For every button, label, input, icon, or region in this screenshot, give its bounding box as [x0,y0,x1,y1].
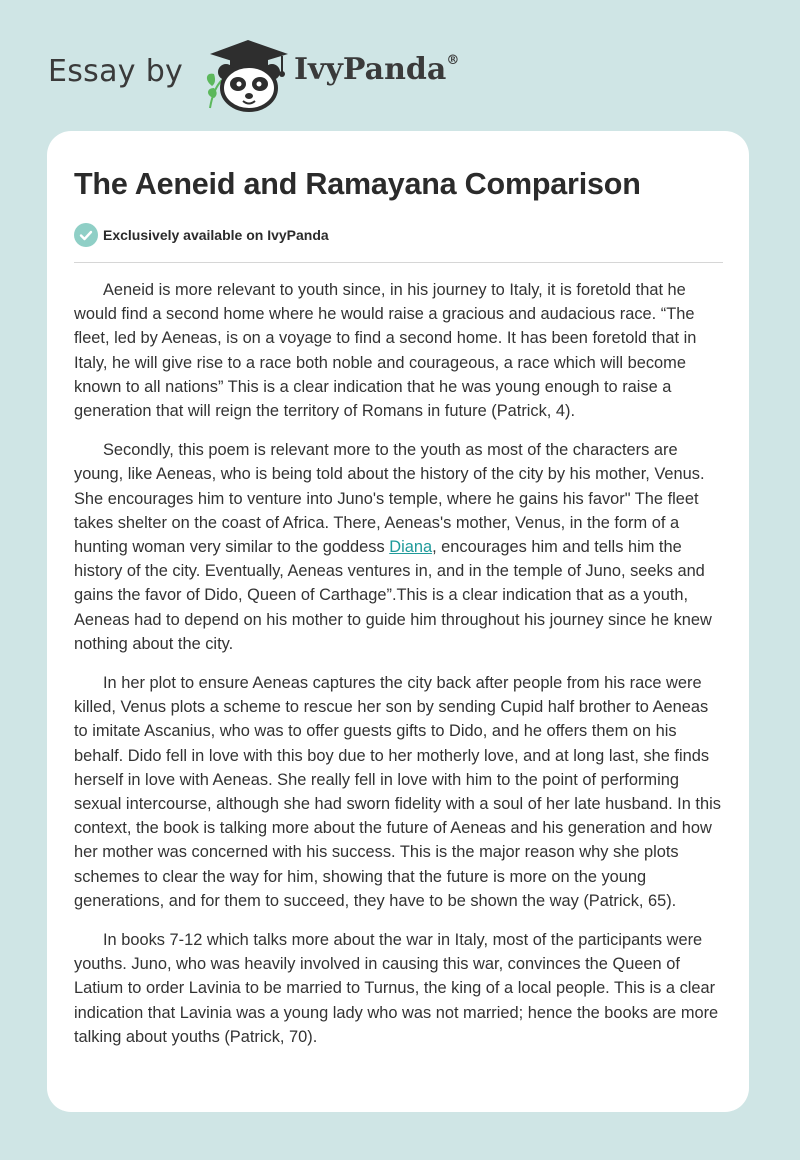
paragraph-3: In her plot to ensure Aeneas captures the city back after people from his race were killed, Venus plots a scheme to rescue her son by sending Cupid half brother to Aeneas to imitate Ascanius, who was to offer guests gifts to Dido, and he offers them on his behalf. Dido fell in love with this boy due to her motherly love, and at long last, she finds herself in love with Aeneas. She really fell in love with him to the point of performing sexual intercourse, although she had sworn fidelity with a soul of her late husband. In this context, the book is talking more about the future of Aeneas and his generation and how her mother was concerned with his success. This is the major reason why she plots schemes to clear the way for him, showing that the future is more on the young generations, and for them to succeed, they have to be shown the way (Patrick, 65). [74,674,721,910]
paragraph-1: Aeneid is more relevant to youth since, in his journey to Italy, it is foretold that he would find a second home where he would raise a gracious and audacious race. “The fleet, led by Aeneas, is on a voyage to find a second home. It has been foretold that in Italy, he will give rise to a race both noble and courageous, a race which will become known to all nations” This is a clear indication that he was young enough to raise a generation that will reign the territory of Romans in future (Patrick, 4). [74,281,697,421]
essay-body [74,278,724,1064]
brand-prefix: Essay by [48,54,184,89]
essay-card [47,131,749,1112]
exclusive-badge [74,222,329,248]
divider [74,262,723,263]
paragraph-4: In books 7-12 which talks more about the war in Italy, most of the participants were youths. Juno, who was heavily involved in causing this war, convinces the Queen of Latium to order Lavinia to be married to Turnus, the king of a local people. This is a clear indication that Lavinia was a young lady who was not married; hence the books are more talking about youths (Patrick, 70). [74,931,719,1046]
diana-link[interactable]: Diana [389,538,433,557]
paragraph-2: Secondly, this poem is relevant more to the youth as most of the characters are young, like Aeneas, who is being told about the history of the city by his mother, Venus. She encourages him to venture into Juno's temple, where he gains his favor" The fleet takes shelter on the coast of Africa. There, Aeneas's mother, Venus, in the form of a hunting woman very similar to the goddess Diana, encourages him and tells him the history of the city. Eventually, Aeneas ventures in, and in the temple of Juno, seeks and gains the favor of Dido, Queen of Carthage”.This is a clear indication that as a youth, Aeneas had to depend on his mother to guide him throughout his journey since he knew nothing about the city. [74,441,712,653]
panda-graduate-icon [202,36,294,112]
registered-mark: ® [446,53,460,68]
badge-text: Exclusively available on IvyPanda [103,227,329,243]
page-title: The Aeneid and Ramayana Comparison [74,167,641,201]
check-circle-icon [74,223,98,247]
brand-name: IvyPanda® [294,52,460,87]
brand-header[interactable] [48,32,508,112]
